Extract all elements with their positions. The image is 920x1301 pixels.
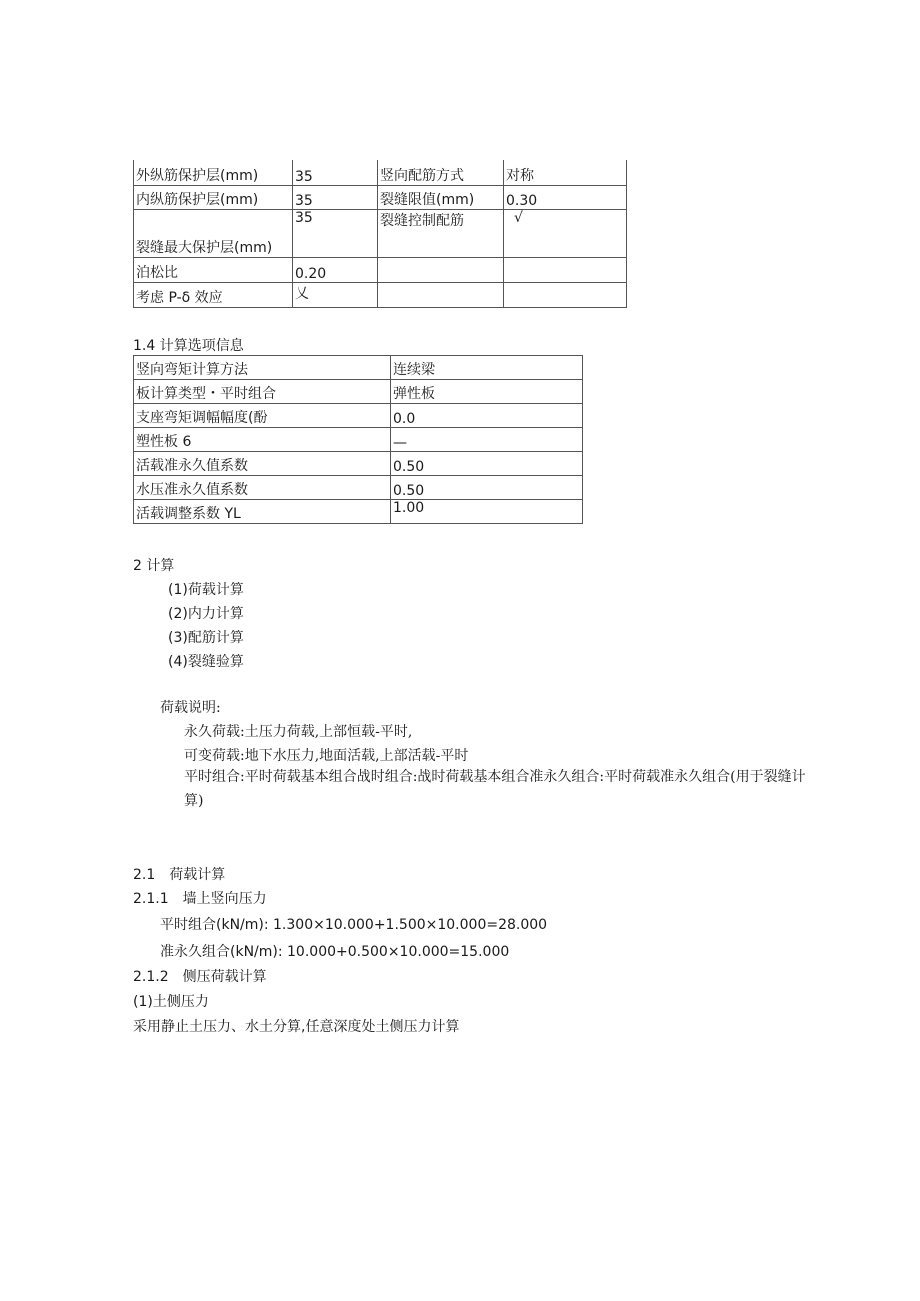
- table-row: [134, 356, 583, 380]
- table-cell: 裂缝最大保护层(mm): [134, 209, 293, 257]
- list-item: (4)裂缝验算: [168, 654, 244, 670]
- list-item: (3)配筋计算: [168, 630, 244, 646]
- paragraph-title: (1)土侧压力: [133, 994, 209, 1010]
- table-cell: 乂: [293, 282, 378, 307]
- list-item: (1)荷载计算: [168, 582, 244, 598]
- table-cell: 外纵筋保护层(mm): [134, 160, 293, 185]
- table-row: [134, 500, 583, 524]
- table-cell: 塑性板 6: [134, 428, 391, 452]
- table-cell: √: [504, 209, 627, 257]
- table-row: [134, 209, 627, 257]
- table-cell: 竖向弯矩计算方法: [134, 356, 391, 380]
- table-cell: [504, 282, 627, 307]
- formula-line: 平时组合(kN/m): 1.300×10.000+1.500×10.000=28.000: [160, 917, 548, 933]
- table-row: [134, 185, 627, 209]
- table-cell: 35: [293, 185, 378, 209]
- table-cell: 支座弯矩调幅幅度(酚: [134, 404, 391, 428]
- table-cell: [504, 257, 627, 282]
- subsection-title: 2.1.1 墙上竖向压力: [133, 891, 267, 907]
- table-cell: [378, 282, 504, 307]
- table-cell: 连续梁: [391, 356, 583, 380]
- list-item: (2)内力计算: [168, 606, 244, 622]
- table-cell: 0.50: [391, 476, 583, 500]
- section-title: 2.1 荷载计算: [133, 867, 226, 883]
- subsection-title: 2.1.2 侧压荷载计算: [133, 969, 267, 985]
- table-cell: 裂缝限值(mm): [378, 185, 504, 209]
- table-cell: 弹性板: [391, 380, 583, 404]
- table-cell: 35: [293, 209, 378, 257]
- table-cell: 活载准永久值系数: [134, 452, 391, 476]
- table-cell: 0.30: [504, 185, 627, 209]
- protection-layer-table: [133, 160, 627, 308]
- table-cell: 考虑 P-δ 效应: [134, 282, 293, 307]
- load-desc-line: 平时组合:平时荷载基本组合战时组合:战时荷载基本组合准永久组合:平时荷载准永久组合(用于裂缝计算): [184, 769, 806, 809]
- table-row: [134, 428, 583, 452]
- section-title: 1.4 计算选项信息: [133, 338, 244, 354]
- table-cell: —: [391, 428, 583, 452]
- load-desc-line: 永久荷载:土压力荷载,上部恒载-平时,: [184, 724, 413, 740]
- section-title: 2 计算: [133, 558, 175, 574]
- paragraph: 采用静止土压力、水土分算,任意深度处土侧压力计算: [133, 1019, 460, 1035]
- table-cell: 泊松比: [134, 257, 293, 282]
- load-desc-title: 荷载说明:: [160, 700, 221, 716]
- table-cell: 活载调整系数 YL: [134, 500, 391, 524]
- table-cell: 35: [293, 160, 378, 185]
- formula-line: 准永久组合(kN/m): 10.000+0.500×10.000=15.000: [160, 944, 510, 960]
- table-cell: 板计算类型・平时组合: [134, 380, 391, 404]
- table-row: [134, 160, 627, 185]
- table-cell: 竖向配筋方式: [378, 160, 504, 185]
- table-cell: 0.20: [293, 257, 378, 282]
- table-row: [134, 257, 627, 282]
- table-cell: 对称: [504, 160, 627, 185]
- table-cell: 裂缝控制配筋: [378, 209, 504, 257]
- load-desc-line: 可变荷载:地下水压力,地面活载,上部活载-平时: [184, 748, 469, 764]
- calc-options-table: [133, 355, 583, 524]
- table-row: [134, 452, 583, 476]
- table-cell: 内纵筋保护层(mm): [134, 185, 293, 209]
- table-cell: 1.00: [391, 500, 583, 524]
- table-cell: 水压准永久值系数: [134, 476, 391, 500]
- table-cell: [378, 257, 504, 282]
- table-cell: 0.50: [391, 452, 583, 476]
- table-row: [134, 476, 583, 500]
- table-cell: 0.0: [391, 404, 583, 428]
- table-row: [134, 380, 583, 404]
- table-row: [134, 282, 627, 307]
- table-row: [134, 404, 583, 428]
